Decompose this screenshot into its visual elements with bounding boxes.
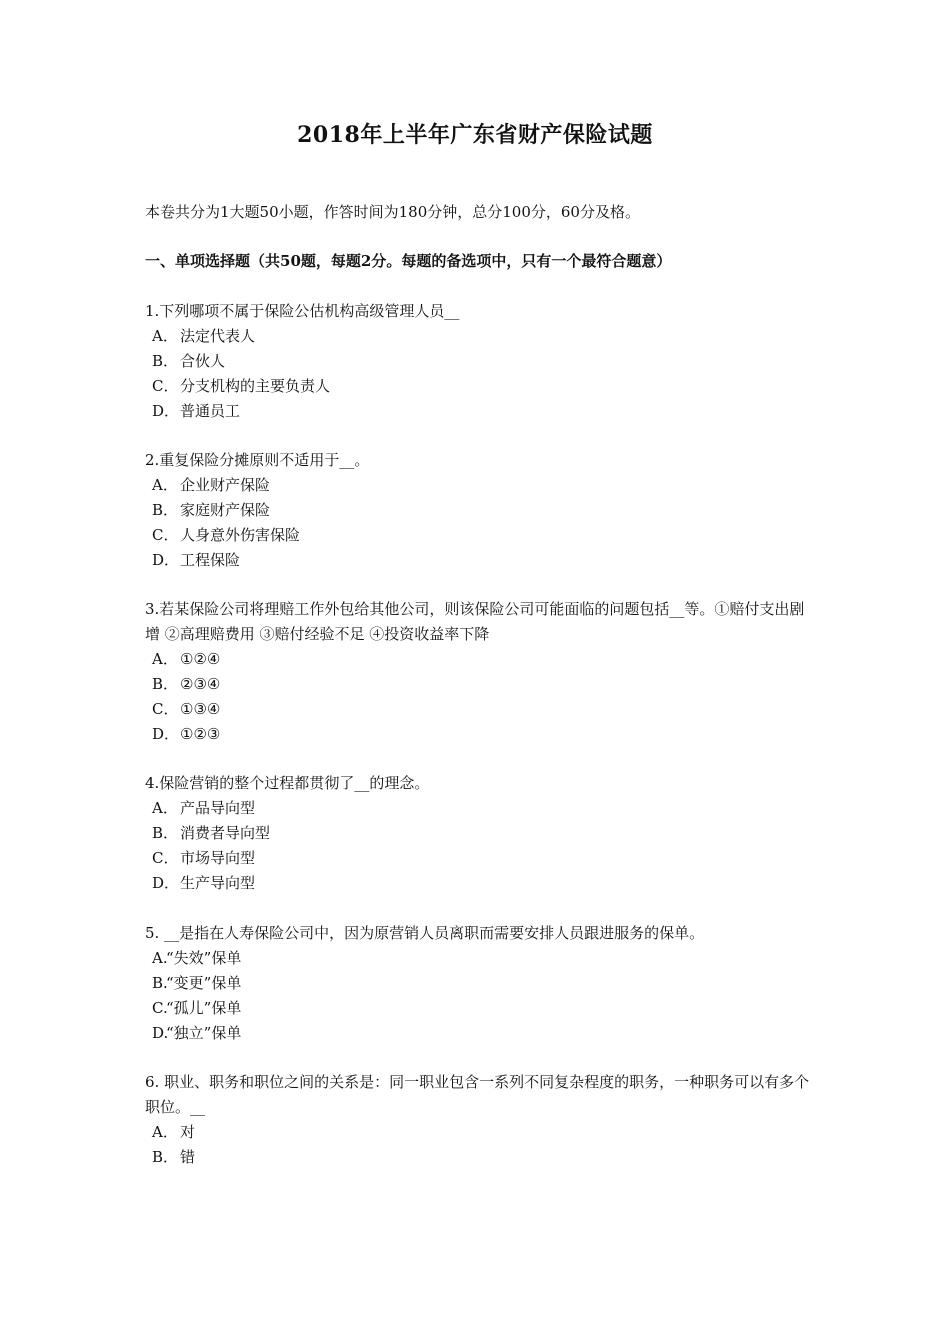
option-d (145, 1021, 815, 1046)
question-1 (145, 299, 815, 424)
option-text: ①②④ (180, 650, 221, 668)
option-letter: B. (152, 974, 168, 992)
option-text: ①③④ (180, 700, 221, 718)
option-text: 家庭财产保险 (180, 501, 271, 519)
option-letter: C. (152, 999, 168, 1017)
option-text: 产品导向型 (180, 799, 256, 817)
option-c (145, 996, 815, 1021)
option-c (145, 846, 815, 871)
option-text: “变更”保单 (166, 974, 242, 992)
option-text: 对 (180, 1123, 196, 1141)
option-text: ①②③ (180, 725, 221, 743)
option-b (145, 971, 815, 996)
option-letter: A． (152, 650, 178, 668)
option-letter: D． (152, 402, 180, 420)
option-letter: C． (152, 526, 179, 544)
option-c (145, 374, 815, 399)
option-d (145, 722, 815, 747)
option-a (145, 1120, 815, 1145)
option-letter: D． (152, 874, 180, 892)
option-letter: B． (152, 352, 179, 370)
question-stem: 5. __是指在人寿保险公司中，因为原营销人员离职而需要安排人员跟进服务的保单。 (145, 924, 705, 942)
section-heading: 一、单项选择题（共50题，每题2分。每题的备选项中，只有一个最符合题意） (145, 252, 672, 270)
option-letter: D． (152, 551, 180, 569)
option-letter: A． (152, 476, 178, 494)
option-text: 生产导向型 (180, 874, 256, 892)
option-text: 企业财产保险 (180, 476, 271, 494)
option-a (145, 647, 815, 672)
option-text: ②③④ (180, 675, 221, 693)
option-letter: D. (152, 1024, 169, 1042)
option-text: 合伙人 (180, 352, 226, 370)
option-b (145, 821, 815, 846)
option-d (145, 399, 815, 424)
question-stem: 2.重复保险分摊原则不适用于__。 (145, 451, 370, 469)
option-text: 人身意外伤害保险 (180, 526, 301, 544)
option-d (145, 548, 815, 573)
option-a (145, 796, 815, 821)
page-title: 2018年上半年广东省财产保险试题 (297, 122, 653, 148)
option-text: “孤儿”保单 (166, 999, 242, 1017)
option-b (145, 349, 815, 374)
option-a (145, 946, 815, 971)
question-stem: 1.下列哪项不属于保险公估机构高级管理人员__ (145, 302, 460, 320)
option-letter: B． (152, 675, 179, 693)
option-letter: A. (152, 949, 168, 967)
option-b (145, 498, 815, 523)
option-letter: B． (152, 1148, 179, 1166)
exam-intro: 本卷共分为1大题50小题，作答时间为180分钟，总分100分，60分及格。 (145, 203, 640, 221)
question-stem: 3.若某保险公司将理赔工作外包给其他公司，则该保险公司可能面临的问题包括__等。①赔付支出剧增 ②高理赔费用 ③赔付经验不足 ④投资收益率下降 (145, 600, 805, 643)
option-text: “独立”保单 (166, 1024, 242, 1042)
question-5 (145, 921, 815, 1046)
option-a (145, 324, 815, 349)
option-a (145, 473, 815, 498)
option-letter: C． (152, 849, 179, 867)
option-text: “失效”保单 (166, 949, 242, 967)
question-4 (145, 771, 815, 896)
option-b (145, 1145, 815, 1170)
question-2 (145, 448, 815, 573)
option-d (145, 871, 815, 896)
option-text: 市场导向型 (180, 849, 256, 867)
option-letter: C． (152, 377, 179, 395)
option-text: 分支机构的主要负责人 (180, 377, 331, 395)
option-b (145, 672, 815, 697)
option-text: 法定代表人 (180, 327, 256, 345)
option-text: 消费者导向型 (180, 824, 271, 842)
question-stem: 4.保险营销的整个过程都贯彻了__的理念。 (145, 774, 430, 792)
option-letter: C． (152, 700, 179, 718)
option-letter: A． (152, 1123, 178, 1141)
option-letter: B． (152, 501, 179, 519)
question-3 (145, 597, 815, 747)
option-c (145, 523, 815, 548)
option-letter: A． (152, 799, 178, 817)
option-text: 普通员工 (180, 402, 241, 420)
question-stem: 6. 职业、职务和职位之间的关系是：同一职业包含一系列不同复杂程度的职务，一种职务可以有多个职位。__ (145, 1073, 810, 1116)
option-text: 工程保险 (180, 551, 241, 569)
option-c (145, 697, 815, 722)
option-letter: D． (152, 725, 180, 743)
option-letter: A． (152, 327, 178, 345)
option-letter: B． (152, 824, 179, 842)
option-text: 错 (180, 1148, 196, 1166)
question-6 (145, 1070, 815, 1170)
